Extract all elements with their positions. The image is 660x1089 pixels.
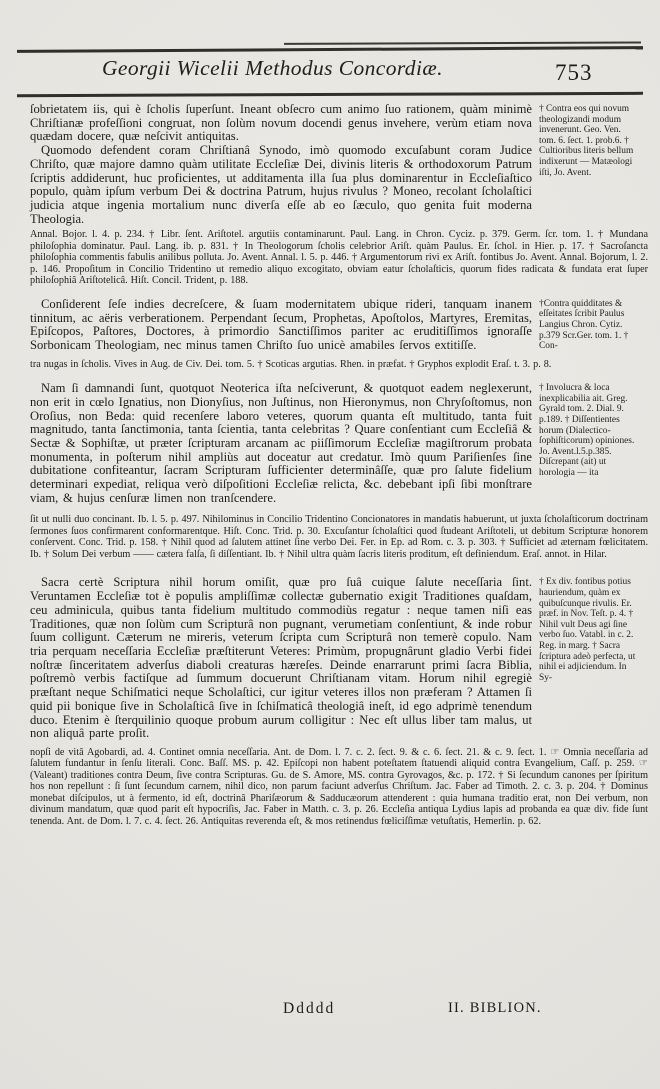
footnote-block-4: nopſi de vitâ Agobardi, ad. 4. Continet omnia neceſſaria. Ant. de Dom. l. 7. c. 2. ſect. 9. & c. 6. ſect. 21. & c. 9. ſect. 1. ☞ Omnia neceſſaria ad ſalutem fundantur in ſenſu literali. Conc. Baſſ. MS. p. 42. Epiſcopi non habent poteſtatem ſtatuendi aliquid contra Evangelium, Caſſ. p. 259. ☞ (Valeant) traditiones contra Deum, ſive contra Scripturas. Gu. de S. Amore, MS. contra Gyrovagos, &c. p. 172. † Si ſecundum canones per ſpiritum hos non repellunt : ſi ſunt ſecundum carnem, nihil dico, non parum faciunt adverſus Chriſtum. Jac. Faber ad Timoth. 2. c. 3. p. 204. † Dominus monebat diſcipulos, ut à fermento, id eſt, doctrinâ Phariſæorum & Sadducæorum attenderent : quia humana traditio erat, non Dei verbum, non divinum mandatum, quæ quod parit eſt hypocriſis, Jac. Faber in Matth. c. 3. p. 26. Eccleſia antiqua Lydius lapis ad probanda ea quæ div. fide ſunt tenenda. Ant. de Dom. l. 7. c. 4. ſect. 26. Antiquitas reverenda eſt, & mos retinendus fœliciſſimæ vetuſtatis, Hemerlin. p. 62. <box>30 746 648 827</box>
margin-note-2: †Contra quidditates & eſſeitates ſcribit Paulus Langius Chron. Cytiz. p.379 Scr.Ger. tom. 1. † Con- <box>539 298 629 352</box>
paragraph-nam-si: Nam ſi damnandi ſunt, quotquot Neoterica iſta neſciverunt, & quotquot eadem neglexerunt, non erit in cœlo Ignatius, non Dionyſius, non Juſtinus, non Hieronymus, non Chryſoſtomus, non Oroſius, non Beda: quid recenſere laboro veteres, quorum quanta eſt multitudo, tanta fuit magnitudo, tanta ſanctimonia, tanta ſcientia, tanta celebritas ? Quare conſentiant cum Eccleſiâ & Sectæ & Sophiſtæ, ut præter ſcripturam arcanam ac piiſſimorum Eccleſiæ magiſtrorum probata monumenta, in poſterum nihil ampliùs aut doceatur aut credatur. Imò quum Pariſienſes ſine dubitatione confiteantur, ſacram Scripturam ſufficienter determinâſſe, quæ pro ſalute fidelium determinari expediat, reliqua verò diſpoſitioni Eccleſiæ relicta, &c. debebant ipſi ſibi monſtrare viam, & hujus cenſuræ limen non tranſcendere. <box>30 381 532 505</box>
margin-note-3: † Involucra & loca inexplicabilia ait. Greg. Gyrald tom. 2. Dial. 9. p.189. † Diſſentientes horum (Dialectico-ſophiſticorum) opiniones. Jo. Avent.l.5.p.385. Diſcrepant (ait) ut horologia — ita <box>539 383 635 478</box>
page-header <box>0 51 660 93</box>
text-section-4 <box>30 576 648 740</box>
paragraph-sacra: Sacra certè Scriptura nihil horum omiſit, quæ pro ſuâ cuique ſalute neceſſaria ſint. Veruntamen Eccleſiæ tot è populis ampliſſimæ collectæ gubernatio exigit Traditiones quaſdam, ceu adminicula, quibus tanta fidelium multitudo commodiùs regatur : neque tamen niſi eas Traditiones, quæ non ſolùm cum Scripturâ non pugnant, verumetiam conſentiunt, & inde robur ſuum colligunt. Cæterum ne mireris, veterum ſcripta cum Scripturâ non temerè copulo. Nam tria perquam neceſſaria Eccleſiæ præſtiterunt Veteres: Primùm, propugnârunt gladio Verbi fidei noſtræ ſinceritatem adverſus diaboli creaturas hæreſes. Deinde enarrarunt primi ſacra Biblia, poſtremò verbis factiſque ad ſummum docuerunt Chriſtianam vitam. Horum nihil egregiè præſtant neque Schiſmatici neque Scholaſtici, cur igitur veteres illos non præferam ? Attamen ſi quid pii bonique ſive in Scholaſticâ ſive in ſchiſmaticâ theologiâ ineſt, id ego adprimè tenendum duco. Etenim è ſterquilinio quoque probum aurum colligitur : Nec eſt ullus liber tam malus, ut non aliquâ parte proſit. <box>30 575 532 741</box>
footnote-block-1: Annal. Bojor. l. 4. p. 234. † Libr. ſent. Ariſtotel. argutiis contaminarunt. Paul. Lang. in Chron. Cyciz. p. 379. Germ. ſcr. tom. 1. † Mundana philoſophia dominatur. Paul. Lang. ib. p. 831. † In Theologorum ſcholis celebrior Ariſt. quàm Paulus. Er. ſchol. in Hier. p. 17. † Sacroſancta philoſophia commentis fabulis anilibus polluta. Jo. Avent. Annal. l. 5. p. 446. † Argumentorum rivi ex Ariſt. fontibus Jo. Avent. Annal. Bojorum, l. 2. p. 146. Propoſitum in Concilio Tridentino ut remedio aliquo excogitato, obviam eatur ſcholaſticis, quorum fides radicata & fundata erat ſuper philoſophiâ Ariſtotelicâ. Hiſt. Concil. Trident, p. 188. <box>30 229 648 287</box>
paragraph-considerent: Conſiderent ſeſe indies decreſcere, & ſuam modernitatem ubique rideri, tanquam inanem tinnitum, ac aëris verberationem. Perpendant ſecum, Prophetas, Apoſtolos, Martyres, Eremitas, Epiſcopos, Paſtores, Doctores, à primordio Sanctiſſimos pariter ac eruditiſſimos ignoraſſe Sorbonicam Theologiam, nec minus tamen Chriſto ſuo unicè amabiles ſervos extitiſſe. <box>30 296 532 352</box>
page-number: 753 <box>555 59 593 85</box>
catchword: II. BIBLION. <box>448 1000 542 1016</box>
body-column <box>30 576 532 740</box>
signature-mark: Ddddd <box>283 1000 336 1017</box>
body-column <box>30 103 532 226</box>
text-section-3 <box>30 382 648 505</box>
body-column <box>30 382 532 505</box>
text-section-1 <box>30 103 648 226</box>
paragraph-sobrietatem: ſobrietatem iis, qui è ſcholis ſuperſunt. Ineant obſecro cum animo ſuo rationem, quàm minimè Chriſtianæ profeſſioni congruat, non ſolùm novum docendi genus invehere, verùm etiam nova quædam docere, quæ neſcivit antiquitas. <box>30 102 532 144</box>
text-section-2 <box>30 298 648 353</box>
page-body <box>0 95 660 827</box>
margin-note-1: † Contra eos qui novum theologizandi modum invenerunt. Geo. Ven. tom. 6. ſect. 1. prob.6. † Cultioribus literis bellum indixerunt — Matæologi iſti, Jo. Avent. <box>539 104 634 178</box>
footnote-block-3: ſit ut nulli duo concinant. Ib. l. 5. p. 497. Nihilominus in Concilio Tridentino Concionatores in mandatis habuerunt, ut juxta ſcholaſticorum doctrinam ſermones ſuos confirmarent conformarentque. Hiſt. Conc. Trid. p. 30. Excuſantur ſcholaſtici quod ſtudeant Ariſtoteli, ut debitum Scripturæ honorem conſervent. Conc. Trid. p. 158. † Nihil quod ad ſalutem attinet ſine verbo Dei. Fer. in Ep. ad Rom. c. 3. p. 303. † Sufficiet ad æternam fœlicitatem. Ib. † Solum Dei verbum —— cætera falſa, ſi diſſentiant. Ib. † Nihil ultra quàm ſacris literis proditum, eſt definiendum. Eraſ. annot. in Hilar. <box>30 514 648 560</box>
paragraph-quomodo: Quomodo defendent coram Chriſtianâ Synodo, imò quomodo excuſabunt coram Judice Chriſto, quæ majore damno quàm utilitate Eccleſiæ Dei, divinis literis & orthodoxorum Patrum ſcriptis addiderunt, huc proficientes, ut additamenta illa ſua plus dominarentur in Eccleſiaſtico populo, quàm ipſum verbum Dei & doctrina Patrum, hujus rivulus ? Moneo, recolant ſcholaſtici judicia atque ingenia mortalium nunc diverſa eſſe ab eo ſæculo, quo genita fuit moderna Theologia. <box>30 143 532 226</box>
running-head-title: Georgii Wicelii Methodus Concordiæ. <box>102 55 443 80</box>
margin-note-4: † Ex div. fontibus potius hauriendum, quàm ex quibuſcunque rivulis. Er. præf. in Nov. Teſt. p. 4. † Nihil vult Deus agi ſine verbo ſuo. Vatabl. in c. 2. Reg. in marg. † Sacra ſcriptura adeò perfecta, ut nihil ei adjiciendum. In Sy- <box>539 577 636 683</box>
body-column <box>30 298 532 353</box>
page-footer <box>0 1000 660 1024</box>
footnote-block-2: tra nugas in ſcholis. Vives in Aug. de Civ. Dei. tom. 5. † Scoticas argutias. Rhen. in præfat. † Gryphos explodit Eraſ. t. 3. p. 8. <box>30 358 552 370</box>
